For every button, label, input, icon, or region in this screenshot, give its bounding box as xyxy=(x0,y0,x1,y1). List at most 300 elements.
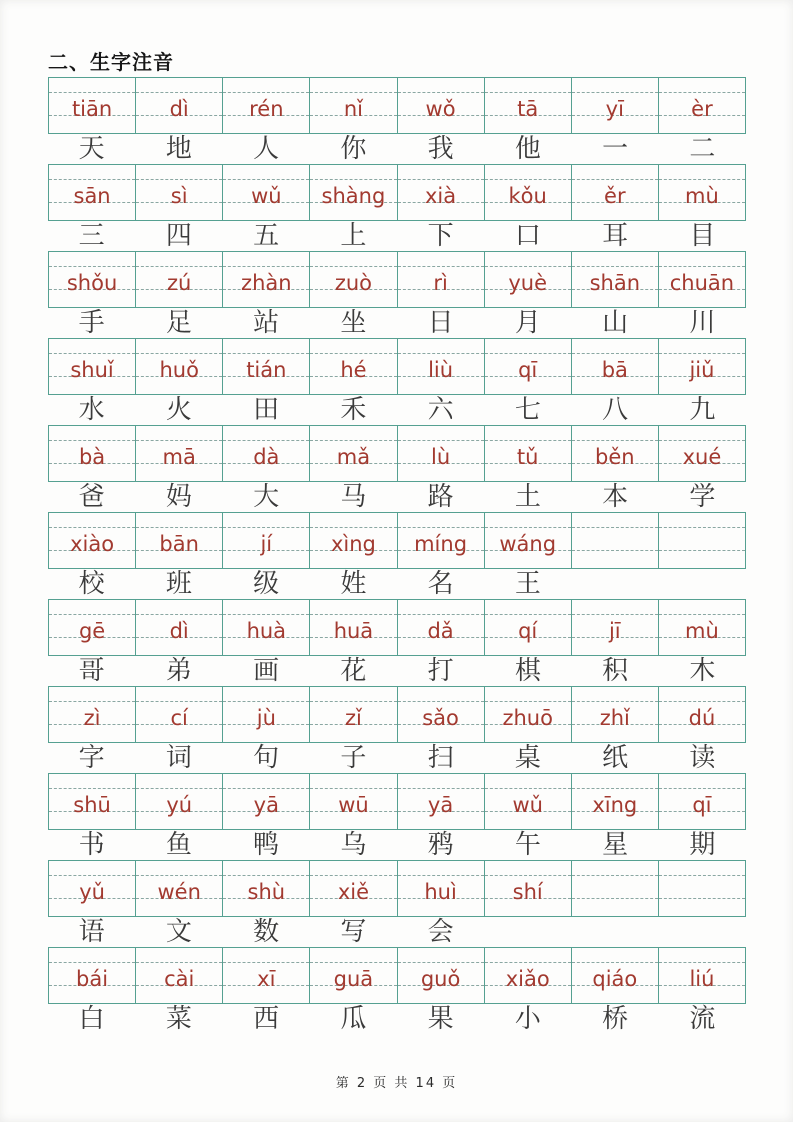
pinyin-cell xyxy=(571,861,658,916)
character-cell xyxy=(572,656,659,686)
pinyin-text: zuò xyxy=(334,271,373,295)
character-text: 二 xyxy=(689,134,716,164)
pinyin-text: huā xyxy=(333,619,374,643)
pinyin-cell xyxy=(484,426,571,481)
pinyin-text: wǔ xyxy=(251,184,282,208)
character-cell xyxy=(572,308,659,338)
pinyin-cell xyxy=(571,774,658,829)
character-cell xyxy=(659,656,746,686)
character-cell xyxy=(659,308,746,338)
pinyin-text: zhàn xyxy=(241,271,292,295)
pinyin-text: xué xyxy=(682,445,722,469)
character-text: 午 xyxy=(514,830,541,860)
character-text: 果 xyxy=(427,1004,454,1034)
character-text: 马 xyxy=(340,482,367,512)
pinyin-cell xyxy=(397,600,484,655)
character-cell xyxy=(397,134,484,164)
pinyin-cell xyxy=(571,252,658,307)
character-cell xyxy=(484,569,571,599)
character-text: 会 xyxy=(427,917,454,947)
character-text: 乌 xyxy=(340,830,367,860)
character-text: 瓜 xyxy=(340,1004,367,1034)
pinyin-cell xyxy=(135,78,222,133)
character-row xyxy=(48,221,746,251)
character-text: 六 xyxy=(427,395,454,425)
pinyin-text: yú xyxy=(166,793,193,817)
character-row xyxy=(48,917,746,947)
page-number-footer: 第 2 页 共 14 页 xyxy=(335,1076,458,1091)
character-cell xyxy=(484,1004,571,1034)
pinyin-cell xyxy=(49,861,135,916)
character-text: 站 xyxy=(253,308,280,338)
pinyin-cell xyxy=(484,513,571,568)
pinyin-grid-row xyxy=(48,338,746,395)
pinyin-cell xyxy=(571,165,658,220)
pinyin-cell xyxy=(49,513,135,568)
pinyin-cell xyxy=(222,774,309,829)
character-text: 文 xyxy=(165,917,192,947)
pinyin-cell xyxy=(658,687,745,742)
character-text: 四 xyxy=(165,221,192,251)
character-text: 鱼 xyxy=(165,830,192,860)
character-cell xyxy=(659,743,746,773)
pinyin-text: chuān xyxy=(669,271,735,295)
pinyin-cell xyxy=(658,513,745,568)
pinyin-cell xyxy=(397,687,484,742)
pinyin-text: dú xyxy=(688,706,716,730)
pinyin-cell xyxy=(309,513,396,568)
character-cell xyxy=(223,395,310,425)
character-text: 你 xyxy=(340,134,367,164)
character-cell xyxy=(659,1004,746,1034)
character-text: 八 xyxy=(602,395,629,425)
character-text: 星 xyxy=(602,830,629,860)
pinyin-grid-row xyxy=(48,947,746,1004)
character-cell xyxy=(484,395,571,425)
character-text: 大 xyxy=(253,482,280,512)
pinyin-text: wū xyxy=(338,793,369,817)
pinyin-cell xyxy=(309,165,396,220)
character-cell xyxy=(572,569,659,599)
character-cell xyxy=(484,134,571,164)
character-cell xyxy=(310,830,397,860)
pinyin-text: kǒu xyxy=(508,184,547,208)
pinyin-text: liù xyxy=(428,358,454,382)
character-cell xyxy=(48,221,135,251)
pinyin-text: tiān xyxy=(71,97,113,121)
character-cell xyxy=(48,743,135,773)
character-cell xyxy=(484,830,571,860)
pinyin-text: shān xyxy=(589,271,641,295)
character-text: 手 xyxy=(78,308,105,338)
character-cell xyxy=(223,917,310,947)
character-text: 读 xyxy=(689,743,716,773)
character-cell xyxy=(310,395,397,425)
pinyin-text: nǐ xyxy=(343,97,364,121)
character-cell xyxy=(659,830,746,860)
pinyin-text: tián xyxy=(246,358,287,382)
character-cell xyxy=(223,308,310,338)
character-text: 语 xyxy=(78,917,105,947)
character-text: 流 xyxy=(689,1004,716,1034)
pinyin-text: èr xyxy=(691,97,713,121)
character-cell xyxy=(310,308,397,338)
pinyin-cell xyxy=(309,339,396,394)
character-text: 坐 xyxy=(340,308,367,338)
pinyin-text: liú xyxy=(689,967,715,991)
pinyin-text: shù xyxy=(247,880,286,904)
pinyin-cell xyxy=(309,600,396,655)
character-text: 火 xyxy=(165,395,192,425)
character-text: 山 xyxy=(602,308,629,338)
character-cell xyxy=(48,1004,135,1034)
character-cell xyxy=(310,656,397,686)
character-cell xyxy=(310,1004,397,1034)
pinyin-cell xyxy=(571,339,658,394)
pinyin-cell xyxy=(309,252,396,307)
pinyin-text: wǒ xyxy=(425,97,456,121)
pinyin-text: sì xyxy=(170,184,188,208)
pinyin-cell xyxy=(571,426,658,481)
character-text: 田 xyxy=(253,395,280,425)
pinyin-text: shàng xyxy=(321,184,386,208)
pinyin-text: běn xyxy=(595,445,635,469)
pinyin-text: dì xyxy=(169,97,189,121)
pinyin-cell xyxy=(484,687,571,742)
character-text: 棋 xyxy=(514,656,541,686)
pinyin-cell xyxy=(222,600,309,655)
character-text: 川 xyxy=(689,308,716,338)
pinyin-cell xyxy=(397,339,484,394)
pinyin-text: wáng xyxy=(499,532,557,556)
pinyin-cell xyxy=(484,78,571,133)
pinyin-cell xyxy=(658,774,745,829)
pinyin-cell xyxy=(222,252,309,307)
character-cell xyxy=(659,917,746,947)
pinyin-cell xyxy=(222,78,309,133)
pinyin-cell xyxy=(49,78,135,133)
character-cell xyxy=(397,395,484,425)
character-cell xyxy=(135,743,222,773)
character-cell xyxy=(572,1004,659,1034)
pinyin-text: tā xyxy=(517,97,539,121)
pinyin-text: yā xyxy=(427,793,454,817)
character-text: 字 xyxy=(78,743,105,773)
character-text: 我 xyxy=(427,134,454,164)
pinyin-cell xyxy=(135,600,222,655)
pinyin-grid-row xyxy=(48,599,746,656)
pinyin-text: qiáo xyxy=(592,967,638,991)
character-cell xyxy=(484,308,571,338)
pinyin-cell xyxy=(309,426,396,481)
pinyin-cell xyxy=(571,513,658,568)
pinyin-text: wén xyxy=(157,880,201,904)
pinyin-text: huì xyxy=(424,880,457,904)
character-cell xyxy=(48,482,135,512)
pinyin-cell xyxy=(135,774,222,829)
pinyin-cell xyxy=(484,774,571,829)
pinyin-cell xyxy=(49,426,135,481)
pinyin-text: zì xyxy=(83,706,101,730)
character-row xyxy=(48,482,746,512)
pinyin-text: guā xyxy=(333,967,374,991)
pinyin-text: huǒ xyxy=(159,358,199,382)
pinyin-cell xyxy=(658,252,745,307)
character-text: 打 xyxy=(427,656,454,686)
pinyin-grid-row xyxy=(48,686,746,743)
pinyin-text: qí xyxy=(518,619,538,643)
pinyin-grid-row xyxy=(48,773,746,830)
character-text: 上 xyxy=(340,221,367,251)
pinyin-text: cài xyxy=(164,967,195,991)
pinyin-text: hé xyxy=(340,358,367,382)
character-text: 路 xyxy=(427,482,454,512)
pinyin-text: sān xyxy=(73,184,111,208)
character-text: 土 xyxy=(514,482,541,512)
character-text: 词 xyxy=(165,743,192,773)
pinyin-text: jiǔ xyxy=(689,358,715,382)
character-cell xyxy=(48,917,135,947)
pinyin-text: zhuō xyxy=(502,706,553,730)
pinyin-text: shū xyxy=(73,793,111,817)
character-text: 九 xyxy=(689,395,716,425)
character-text: 书 xyxy=(78,830,105,860)
pinyin-text: zǐ xyxy=(345,706,362,730)
character-cell xyxy=(135,308,222,338)
character-cell xyxy=(659,221,746,251)
pinyin-cell xyxy=(571,948,658,1003)
pinyin-text: yuè xyxy=(508,271,548,295)
pinyin-cell xyxy=(658,861,745,916)
pinyin-text: shuǐ xyxy=(70,358,114,382)
character-text: 下 xyxy=(427,221,454,251)
character-text: 鸭 xyxy=(253,830,280,860)
character-cell xyxy=(310,569,397,599)
character-cell xyxy=(223,569,310,599)
pinyin-cell xyxy=(397,426,484,481)
pinyin-grid-row xyxy=(48,425,746,482)
character-cell xyxy=(223,830,310,860)
pinyin-cell xyxy=(135,252,222,307)
character-text: 菜 xyxy=(165,1004,192,1034)
pinyin-text: tǔ xyxy=(516,445,539,469)
pinyin-text: shí xyxy=(512,880,543,904)
character-cell xyxy=(397,656,484,686)
pinyin-text: mù xyxy=(685,619,719,643)
pinyin-grid-row xyxy=(48,512,746,569)
character-text: 桌 xyxy=(514,743,541,773)
character-cell xyxy=(135,221,222,251)
pinyin-text: bān xyxy=(159,532,199,556)
character-text: 本 xyxy=(602,482,629,512)
character-text: 口 xyxy=(514,221,541,251)
character-row xyxy=(48,308,746,338)
character-text: 花 xyxy=(340,656,367,686)
pinyin-cell xyxy=(571,600,658,655)
pinyin-text: qī xyxy=(518,358,538,382)
character-row xyxy=(48,569,746,599)
pinyin-cell xyxy=(135,513,222,568)
character-text: 王 xyxy=(514,569,541,599)
pinyin-cell xyxy=(397,513,484,568)
pinyin-cell xyxy=(397,165,484,220)
pinyin-cell xyxy=(309,687,396,742)
pinyin-cell xyxy=(222,165,309,220)
pinyin-cell xyxy=(49,339,135,394)
character-text: 姓 xyxy=(340,569,367,599)
pinyin-cell xyxy=(309,948,396,1003)
pinyin-cell xyxy=(49,687,135,742)
section-title: 二、生字注音 xyxy=(48,50,174,74)
character-row xyxy=(48,395,746,425)
character-cell xyxy=(484,221,571,251)
pinyin-text: bà xyxy=(78,445,106,469)
character-cell xyxy=(397,917,484,947)
pinyin-cell xyxy=(658,339,745,394)
character-cell xyxy=(135,569,222,599)
pinyin-cell xyxy=(397,861,484,916)
character-text: 人 xyxy=(253,134,280,164)
pinyin-cell xyxy=(135,426,222,481)
character-cell xyxy=(484,482,571,512)
character-cell xyxy=(223,134,310,164)
pinyin-cell xyxy=(397,948,484,1003)
character-text: 西 xyxy=(253,1004,280,1034)
pinyin-cell xyxy=(484,165,571,220)
pinyin-cell xyxy=(571,687,658,742)
pinyin-cell xyxy=(397,78,484,133)
character-text: 水 xyxy=(78,395,105,425)
pinyin-text: xiǎo xyxy=(505,967,550,991)
pinyin-text: xià xyxy=(424,184,457,208)
character-text: 扫 xyxy=(427,743,454,773)
pinyin-text: xiào xyxy=(70,532,115,556)
pinyin-text: bā xyxy=(601,358,628,382)
pinyin-cell xyxy=(49,165,135,220)
pinyin-text: dì xyxy=(169,619,189,643)
pinyin-text: yǔ xyxy=(79,880,105,904)
character-text: 名 xyxy=(427,569,454,599)
pinyin-text: jí xyxy=(260,532,273,556)
pinyin-grid-row xyxy=(48,860,746,917)
character-cell xyxy=(48,395,135,425)
pinyin-cell xyxy=(309,861,396,916)
character-cell xyxy=(223,743,310,773)
character-text: 月 xyxy=(514,308,541,338)
character-text: 校 xyxy=(78,569,105,599)
pinyin-cell xyxy=(49,600,135,655)
character-cell xyxy=(310,917,397,947)
character-cell xyxy=(48,830,135,860)
pinyin-text: lù xyxy=(430,445,451,469)
pinyin-grid-row xyxy=(48,251,746,308)
character-row xyxy=(48,830,746,860)
pinyin-text: mù xyxy=(685,184,719,208)
character-cell xyxy=(572,917,659,947)
pinyin-text: yī xyxy=(605,97,624,121)
character-text: 班 xyxy=(165,569,192,599)
character-cell xyxy=(397,308,484,338)
pinyin-text: bái xyxy=(76,967,109,991)
pinyin-text: xiě xyxy=(337,880,370,904)
pinyin-text: gē xyxy=(78,619,106,643)
pinyin-cell xyxy=(135,861,222,916)
character-text: 天 xyxy=(78,134,105,164)
pinyin-cell xyxy=(658,948,745,1003)
character-cell xyxy=(572,482,659,512)
pinyin-text: dǎ xyxy=(427,619,454,643)
character-cell xyxy=(135,830,222,860)
character-cell xyxy=(397,743,484,773)
pinyin-text: jù xyxy=(256,706,276,730)
pinyin-cell xyxy=(397,774,484,829)
pinyin-cell xyxy=(658,600,745,655)
pinyin-cell xyxy=(222,513,309,568)
pinyin-text: ěr xyxy=(604,184,626,208)
pinyin-text: qī xyxy=(692,793,712,817)
pinyin-text: cí xyxy=(170,706,188,730)
pinyin-cell xyxy=(484,948,571,1003)
character-cell xyxy=(484,917,571,947)
character-cell xyxy=(659,134,746,164)
character-row xyxy=(48,743,746,773)
character-text: 弟 xyxy=(165,656,192,686)
character-cell xyxy=(48,308,135,338)
pinyin-cell xyxy=(571,78,658,133)
character-text: 期 xyxy=(689,830,716,860)
character-text: 五 xyxy=(253,221,280,251)
pinyin-grid-row xyxy=(48,77,746,134)
character-text: 鸦 xyxy=(427,830,454,860)
pinyin-cell xyxy=(658,78,745,133)
character-text: 木 xyxy=(689,656,716,686)
pinyin-text: zú xyxy=(167,271,192,295)
character-text: 一 xyxy=(602,134,629,164)
character-text: 三 xyxy=(78,221,105,251)
character-cell xyxy=(48,656,135,686)
pinyin-cell xyxy=(222,339,309,394)
character-text: 数 xyxy=(253,917,280,947)
pinyin-cell xyxy=(49,948,135,1003)
character-cell xyxy=(310,134,397,164)
character-text: 足 xyxy=(165,308,192,338)
character-text: 小 xyxy=(514,1004,541,1034)
character-text: 日 xyxy=(427,308,454,338)
pinyin-text: mǎ xyxy=(336,445,371,469)
character-cell xyxy=(397,569,484,599)
character-cell xyxy=(659,395,746,425)
worksheet-table xyxy=(48,77,746,1034)
character-cell xyxy=(484,656,571,686)
pinyin-text: yā xyxy=(253,793,279,817)
character-cell xyxy=(572,830,659,860)
character-cell xyxy=(484,743,571,773)
pinyin-text: jī xyxy=(608,619,621,643)
character-text: 画 xyxy=(253,656,280,686)
character-cell xyxy=(135,656,222,686)
pinyin-cell xyxy=(222,948,309,1003)
character-cell xyxy=(223,1004,310,1034)
character-cell xyxy=(223,482,310,512)
character-cell xyxy=(397,1004,484,1034)
character-cell xyxy=(135,917,222,947)
pinyin-text: rì xyxy=(433,271,448,295)
character-text: 桥 xyxy=(602,1004,629,1034)
pinyin-grid-row xyxy=(48,164,746,221)
character-row xyxy=(48,134,746,164)
pinyin-cell xyxy=(49,252,135,307)
character-text: 哥 xyxy=(78,656,105,686)
